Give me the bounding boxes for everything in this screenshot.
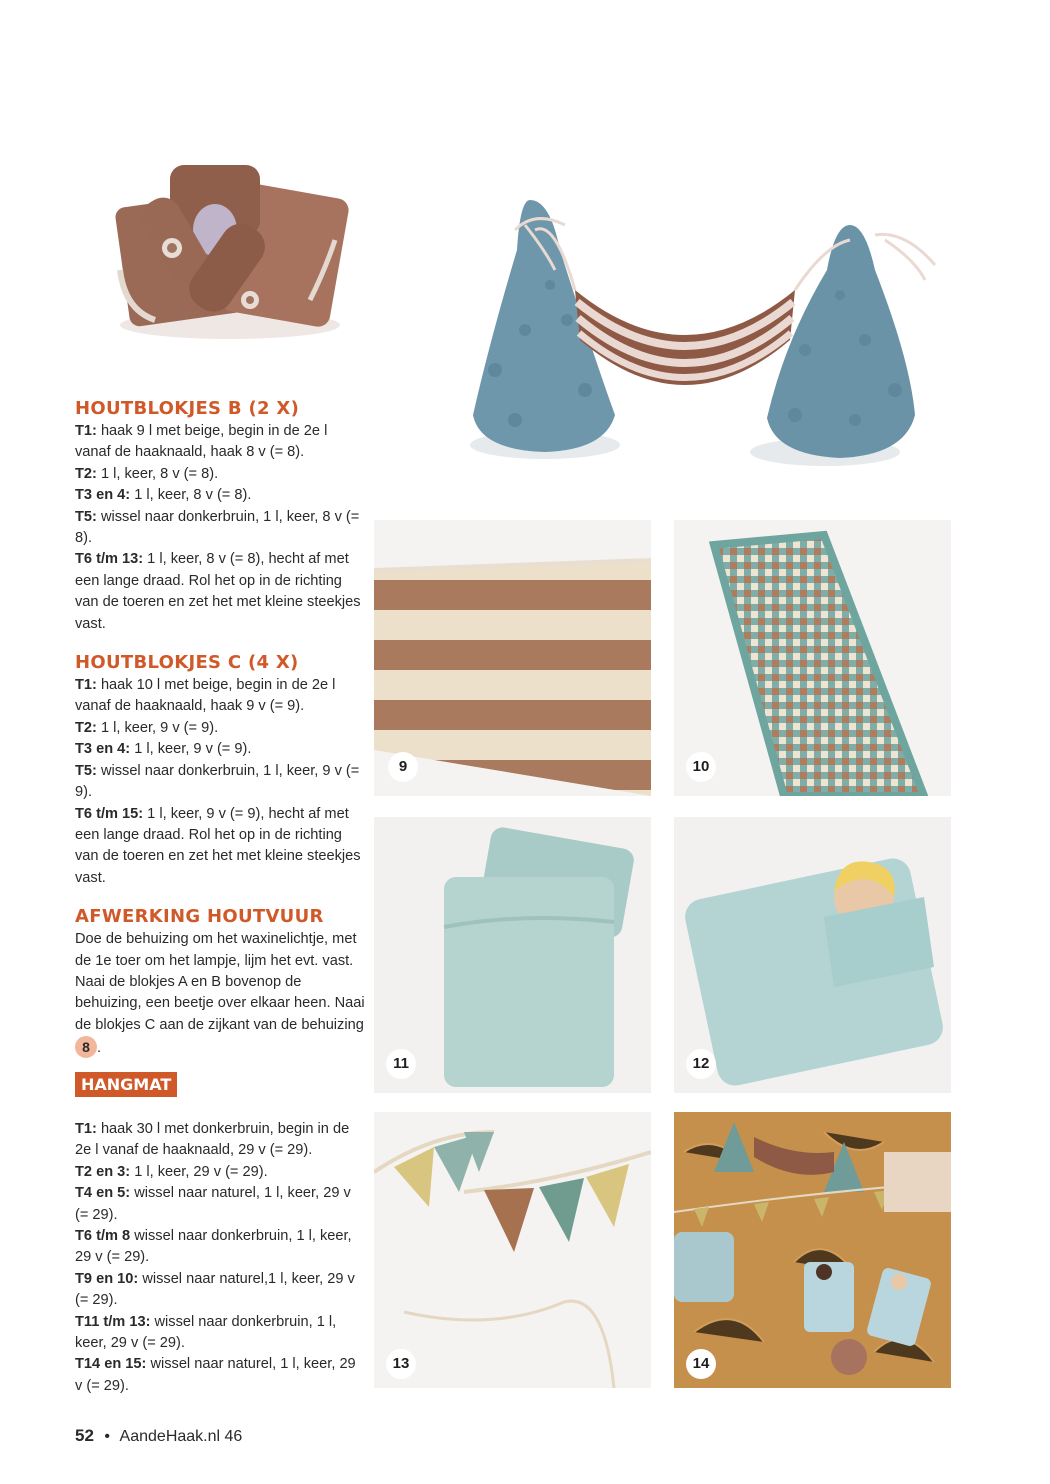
photo-number: 11	[386, 1049, 416, 1079]
photo-13	[374, 1112, 651, 1388]
instruction-row: T3 en 4: 1 l, keer, 9 v (= 9).	[75, 741, 252, 758]
instruction-row: T1: haak 9 l met beige, begin in de 2e l vanaf de haaknaald, haak 8 v (= 8).	[75, 423, 328, 461]
photo-reference-marker: 8	[75, 1036, 97, 1058]
instruction-row: T5: wissel naar donkerbruin, 1 l, keer, 8 v (= 8).	[75, 508, 360, 547]
instruction-row: T2: 1 l, keer, 8 v (= 8).	[75, 465, 219, 482]
photo-number: 14	[686, 1349, 716, 1379]
text-column-top	[75, 397, 365, 1060]
instruction-row: T1: haak 30 l met donkerbruin, begin in de 2e l vanaf de haaknaald, 29 v (= 29).	[75, 1121, 350, 1159]
magazine-name: AandeHaak.nl 46	[119, 1428, 243, 1445]
photo-number: 12	[686, 1049, 716, 1079]
instruction-row: T6 t/m 15: 1 l, keer, 9 v (= 9), hecht af met een lange draad. Rol het op in de richting van de toeren en zet het met kleine steekjes vast.	[75, 805, 361, 886]
photo-11	[374, 817, 651, 1093]
instruction-row: T14 en 15: wissel naar naturel, 1 l, keer, 29 v (= 29).	[75, 1356, 356, 1394]
instruction-row: T11 t/m 13: wissel naar donkerbruin, 1 l, keer, 29 v (= 29).	[75, 1313, 337, 1352]
instruction-row: T1: haak 10 l met beige, begin in de 2e l vanaf de haaknaald, haak 9 v (= 9).	[75, 677, 336, 715]
instruction-row: T2: 1 l, keer, 9 v (= 9).	[75, 719, 219, 736]
afwerking-text: Doe de behuizing om het waxinelichtje, met de 1e toer om het lampje, lijm het evt. vast. Naai de blokjes A en B bovenop de behuizing, een beetje over elkaar heen. Naai de blokjes C aan de zijkant van de behuizing 8 .	[75, 931, 365, 1057]
instruction-row: T4 en 5: wissel naar naturel, 1 l, keer, 29 v (= 29).	[75, 1185, 351, 1223]
houtblokjes-c-heading: HOUTBLOKJES C (4 X)	[75, 652, 299, 674]
instruction-row: T6 t/m 8 wissel naar donkerbruin, 1 l, keer, 29 v (= 29).	[75, 1228, 352, 1266]
instruction-row: T5: wissel naar donkerbruin, 1 l, keer, 9 v (= 9).	[75, 762, 360, 801]
photo-10	[674, 520, 951, 796]
page-footer	[75, 1426, 242, 1446]
photo-number: 10	[686, 752, 716, 782]
instruction-row: T9 en 10: wissel naar naturel,1 l, keer, 29 v (= 29).	[75, 1270, 355, 1309]
text-column-bottom	[75, 1072, 365, 1097]
hammock-trees-photo	[455, 190, 955, 480]
wood-blocks-photo	[110, 150, 355, 350]
houtblokjes-b-heading: HOUTBLOKJES B (2 X)	[75, 398, 300, 419]
hangmat-heading: HANGMAT	[75, 1072, 177, 1097]
instruction-row: T3 en 4: 1 l, keer, 8 v (= 8).	[75, 487, 252, 504]
photo-number: 9	[388, 752, 418, 782]
afwerking-heading: AFWERKING HOUTVUUR	[75, 906, 324, 928]
footer-bullet: •	[104, 1428, 110, 1445]
photo-number: 13	[386, 1349, 416, 1379]
page-number: 52	[75, 1426, 94, 1445]
photo-14	[674, 1112, 951, 1388]
instruction-row: T6 t/m 13: 1 l, keer, 8 v (= 8), hecht af met een lange draad. Rol het op in de richting van de toeren en zet het met kleine steekjes vast.	[75, 551, 361, 632]
photo-12	[674, 817, 951, 1093]
instruction-row: T2 en 3: 1 l, keer, 29 v (= 29).	[75, 1163, 268, 1180]
hangmat-instructions	[75, 1119, 365, 1397]
photo-9	[374, 520, 651, 796]
